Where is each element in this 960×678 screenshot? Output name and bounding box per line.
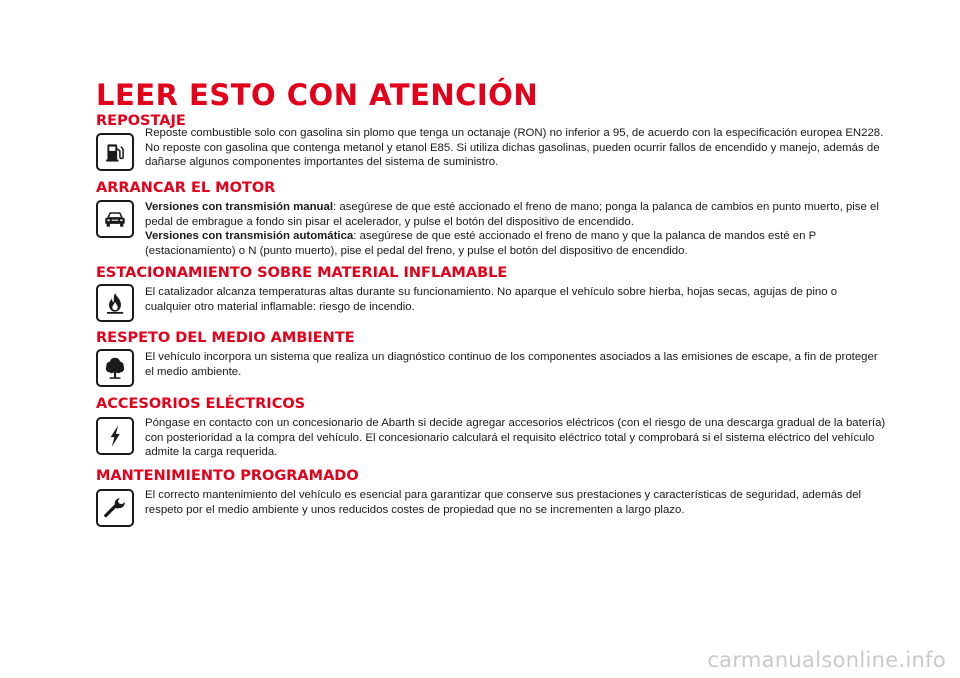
fuel-pump-icon (96, 133, 134, 171)
section-text (145, 200, 886, 258)
tree-icon (96, 349, 134, 387)
section-arrancar-motor (96, 180, 886, 260)
section-heading: ACCESORIOS ELÉCTRICOS (96, 396, 306, 412)
section-heading: RESPETO DEL MEDIO AMBIENTE (96, 330, 355, 346)
automatic-transmission-text: : asegúrese de que esté accionado el freno de mano y que la palanca de mandos esté en P (estacionamiento) o N (punto muerto), pise el pedal del freno, y pulse el botón del dispositivo de encendido. (145, 230, 816, 257)
accesorios-paragraph: Póngase en contacto con un concesionario de Abarth si decide agregar accesorios eléctricos (con el riesgo de una descarga gradual de la batería) con posterioridad a la compra del vehículo. El concesionario calculará el requisito eléctrico total y comprobará si el sistema eléctrico del vehículo admite la carga requerida. (145, 417, 886, 459)
section-text (145, 126, 886, 170)
section-heading: REPOSTAJE (96, 113, 186, 129)
flame-icon (96, 284, 134, 322)
page-title: LEER ESTO CON ATENCIÓN (96, 78, 539, 112)
wrench-icon (96, 489, 134, 527)
manual-transmission-text: : asegúrese de que esté accionado el freno de mano; ponga la palanca de cambios en punto muerto, pise el pedal de embrague a fondo sin pisar el acelerador, y pulse el botón del dispositivo de encendido. (145, 201, 879, 228)
section-text (145, 285, 886, 314)
lightning-icon (96, 417, 134, 455)
repostaje-paragraph: Reposte combustible solo con gasolina sin plomo que tenga un octanaje (RON) no inferior a 95, de acuerdo con la especificación europea EN228. No reposte con gasolina que contenga metanol y etanol E85. Si utiliza dichas gasolinas, pueden ocurrir fallos de encendido y manejo, además de dañarse algunos componentes importantes del sistema de suministro. (145, 127, 884, 169)
mantenimiento-paragraph: El correcto mantenimiento del vehículo es esencial para garantizar que conserve sus prestaciones y características de seguridad, además del respeto por el medio ambiente y unos reducidos costes de propiedad que no se incrementen a largo plazo. (145, 489, 862, 516)
section-text (145, 416, 886, 460)
car-icon (96, 200, 134, 238)
automatic-transmission-lead: Versiones con transmisión automática (145, 230, 354, 243)
section-accesorios-electricos (96, 396, 886, 466)
manual-transmission-paragraph (145, 200, 886, 229)
section-text (145, 488, 886, 517)
automatic-transmission-paragraph (145, 229, 886, 258)
watermark: carmanualsonline.info (707, 648, 946, 672)
manual-transmission-lead: Versiones con transmisión manual (145, 201, 334, 213)
section-heading: ESTACIONAMIENTO SOBRE MATERIAL INFLAMABLE (96, 265, 508, 281)
estacionamiento-paragraph: El catalizador alcanza temperaturas altas durante su funcionamiento. No aparque el vehículo sobre hierba, hojas secas, agujas de pino o cualquier otro material inflamable: riesgo de incendio. (145, 286, 838, 313)
section-medio-ambiente (96, 330, 886, 392)
section-text (145, 350, 886, 379)
medio-ambiente-paragraph: El vehículo incorpora un sistema que realiza un diagnóstico continuo de los componentes asociados a las emisiones de escape, a fin de proteger el medio ambiente. (145, 351, 878, 378)
section-estacionamiento (96, 265, 886, 325)
section-heading: ARRANCAR EL MOTOR (96, 180, 276, 196)
section-heading: MANTENIMIENTO PROGRAMADO (96, 468, 359, 484)
section-repostaje (96, 113, 886, 181)
section-mantenimiento (96, 468, 886, 530)
